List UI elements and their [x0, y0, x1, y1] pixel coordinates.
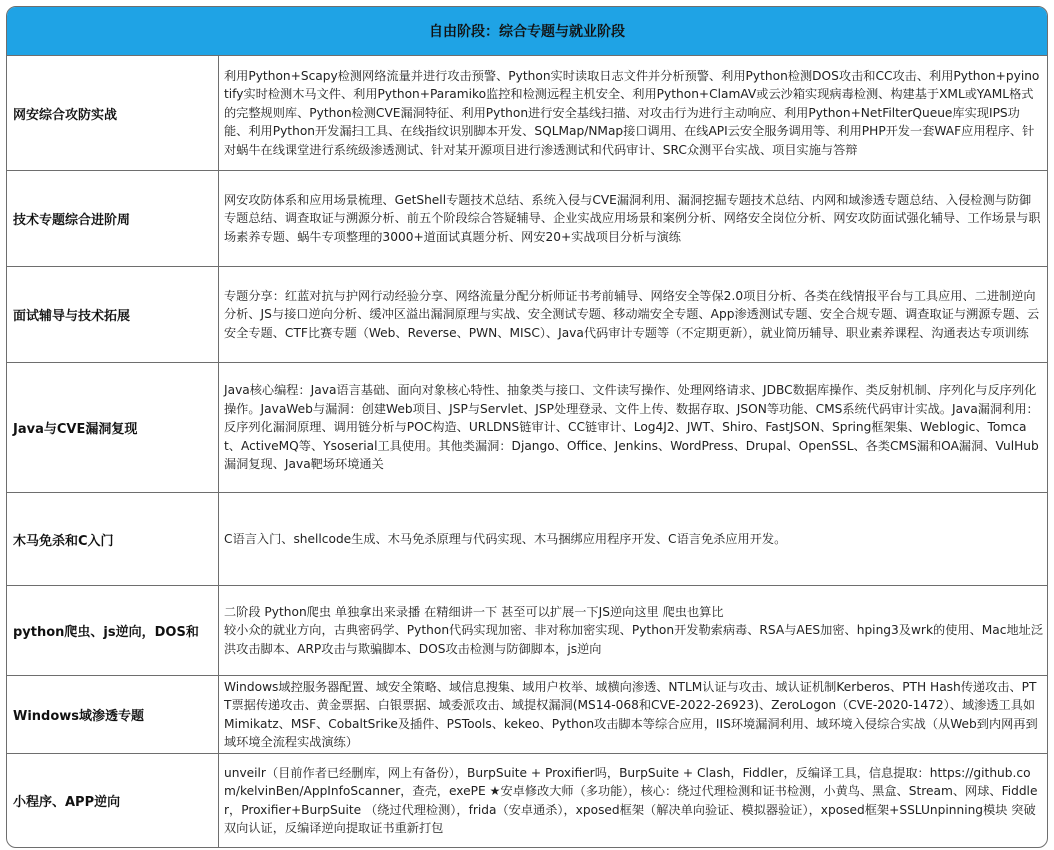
- table-row: [7, 493, 1047, 586]
- row-topic: 面试辅导与技术拓展: [7, 267, 219, 362]
- table-row: [7, 56, 1047, 171]
- row-content: [219, 171, 1047, 266]
- row-content-line: 较小众的就业方向，古典密码学、Python代码实现加密、非对称加密实现、Python开发勒索病毒、RSA与AES加密、hping3及wrk的使用、Mac地址泛洪攻击脚本、ARP攻击与欺骗脚本、DOS攻击检测与防御脚本，js逆向: [224, 623, 1044, 656]
- table-title: 自由阶段：综合专题与就业阶段: [429, 24, 625, 40]
- row-content: [219, 267, 1047, 362]
- row-content-text: Java核心编程：Java语言基础、面向对象核心特性、抽象类与接口、文件读写操作、处理网络请求、JDBC数据库操作、类反射机制、序列化与反序列化操作。JavaWeb与漏洞：创建Web项目、JSP与Servlet、JSP处理登录、文件上传、数据存取、JSON等功能、CMS系统代码审计实战。Java漏洞利用：反序列化漏洞原理、调用链分析与POC构造、URLDNS链审计、CC链审计、Log4J2、JWT、Shiro、FastJSON、Spring框架集、Weblogic、Tomcat、ActiveMQ等、Ysoserial工具使用。其他类漏洞：Django、Office、Jenkins、WordPress、Drupal、OpenSSL、各类CMS漏和OA漏洞、VulHub漏洞复现、Java靶场环境通关: [224, 383, 1039, 472]
- row-content: [219, 754, 1047, 847]
- row-content: [219, 676, 1047, 753]
- row-content-text: C语言入门、shellcode生成、木马免杀原理与代码实现、木马捆绑应用程序开发、C语言免杀应用开发。: [224, 531, 787, 546]
- row-content-text: unveilr（目前作者已经删库，网上有备份），BurpSuite + Proxifier吗，BurpSuite + Clash，Fiddler，反编译工具，信息提取：https://github.com/kelvinBen/AppInfoScanner，查壳，exePE ★安卓修改大师（多功能），核心：绕过代理检测和证书检测，小黄鸟、黑盒、Stream、网球、Fiddler，Proxifier+BurpSuite （绕过代理检测），frida（安卓通杀），xposed框架（解决单向验证、模拟器验证），xposed框架+SSLUnpinning模块 突破双向认证，反编译逆向提取证书重新打包: [224, 765, 1038, 835]
- row-topic: Windows域渗透专题: [7, 676, 219, 753]
- row-topic: 木马免杀和C入门: [7, 493, 219, 585]
- row-topic: 技术专题综合进阶周: [7, 171, 219, 266]
- row-topic: Java与CVE漏洞复现: [7, 363, 219, 492]
- table-row: [7, 171, 1047, 267]
- table-row: [7, 754, 1047, 847]
- row-content-text: 专题分享：红蓝对抗与护网行动经验分享、网络流量分配分析师证书考前辅导、网络安全等保2.0项目分析、各类在线情报平台与工具应用、二进制逆向分析、JS与接口逆向分析、缓冲区溢出漏洞原理与实战、安全测试专题、移动端安全专题、App渗透测试专题、安全合规专题、调查取证与溯源专题、云安全专题、CTF比赛专题（Web、Reverse、PWN、MISC）、Java代码审计专题等（不定期更新），就业简历辅导、职业素养课程、沟通表达专项训练: [224, 288, 1040, 340]
- row-content-text: 利用Python+Scapy检测网络流量并进行攻击预警、Python实时读取日志文件并分析预警、利用Python检测DOS攻击和CC攻击、利用Python+pyinotify实时检测木马文件、利用Python+Paramiko监控和检测远程主机安全、利用Python+ClamAV或云沙箱实现病毒检测、构建基于XML或YAML格式的完整规则库、Python检测CVE漏洞特征、利用Python进行安全基线扫描、对攻击行为进行主动响应、利用Python+NetFilterQueue库实现IPS功能、利用Python开发漏扫工具、在线指纹识别脚本开发、SQLMap/NMap接口调用、在线API云安全服务调用等、利用PHP开发一套WAF应用程序、针对蜗牛在线课堂进行系统级渗透测试、针对某开源项目进行渗透测试和代码审计、SRC众测平台实战、项目实施与答辩: [224, 68, 1040, 157]
- table-row: [7, 363, 1047, 493]
- row-content-text: Windows域控服务器配置、域安全策略、域信息搜集、域用户枚举、域横向渗透、NTLM认证与攻击、域认证机制Kerberos、PTH Hash传递攻击、PTT票据传递攻击、黄金票据、白银票据、域委派攻击、域提权漏洞(MS14-068和CVE-2022-26923)、ZeroLogon（CVE-2020-1472）、域渗透工具如Mimikatz、MSF、CobaltSrike及插件、PSTools、kekeo、Python攻击脚本等综合应用，IIS环境漏洞利用、域环境入侵综合实战（从Web到内网再到域环境全流程实战演练）: [224, 679, 1038, 749]
- row-content-line: 二阶段 Python爬虫 单独拿出来录播 在精细讲一下 甚至可以扩展一下JS逆向这里 爬虫也算比: [224, 604, 724, 619]
- curriculum-table: [6, 6, 1048, 848]
- row-content: [219, 56, 1047, 170]
- row-content: [219, 586, 1047, 675]
- row-content: [219, 493, 1047, 585]
- table-row: [7, 586, 1047, 676]
- row-topic: 网安综合攻防实战: [7, 56, 219, 170]
- row-topic: python爬虫、js逆向，DOS和: [7, 586, 219, 675]
- row-content-text: 网安攻防体系和应用场景梳理、GetShell专题技术总结、系统入侵与CVE漏洞利用、漏洞挖掘专题技术总结、内网和域渗透专题总结、入侵检测与防御专题总结、调查取证与溯源分析、前五个阶段综合答疑辅导、企业实战应用场景和案例分析、网络安全岗位分析、网安攻防面试强化辅导、工作场景与职场素养专题、蜗牛专项整理的3000+道面试真题分析、网安20+实战项目分析与演练: [224, 192, 1041, 244]
- table-row: [7, 676, 1047, 754]
- row-content: [219, 363, 1047, 492]
- row-topic: 小程序、APP逆向: [7, 754, 219, 847]
- table-header: [7, 7, 1047, 56]
- table-row: [7, 267, 1047, 363]
